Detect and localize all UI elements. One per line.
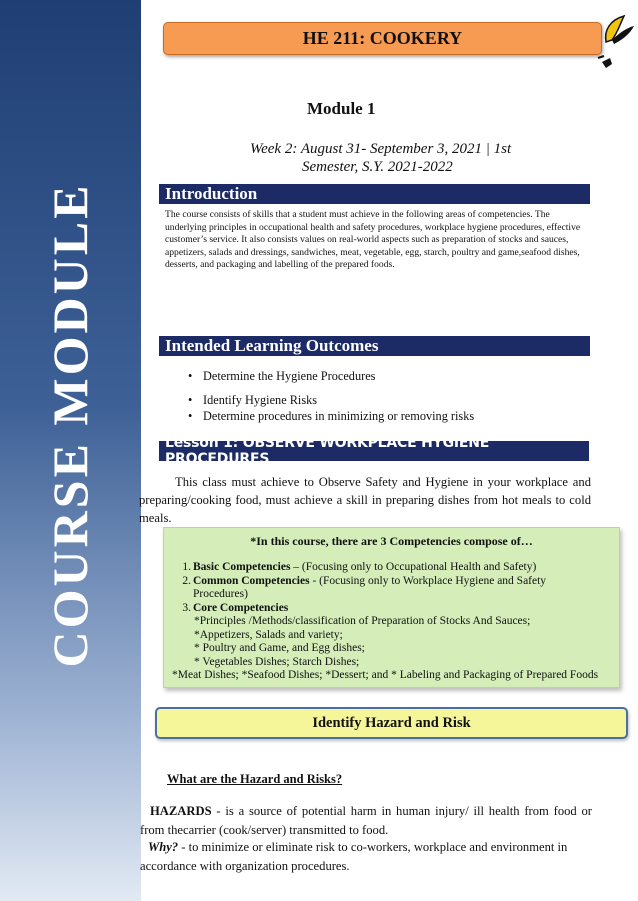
basic-label: Basic Competencies [193, 561, 291, 573]
why-label: Why? [148, 840, 179, 854]
hazard-question: What are the Hazard and Risks? [167, 772, 343, 786]
introduction-heading-text: Introduction [165, 184, 258, 203]
quill-logo-icon [596, 12, 636, 76]
week-line-1: Week 2: August 31- September 3, 2021 | 1st [250, 141, 512, 157]
hazards-label: HAZARDS [150, 804, 212, 818]
lesson-heading [159, 435, 589, 467]
sidebar-label: COURSE MODULE [42, 182, 98, 668]
introduction-heading [159, 184, 590, 204]
why-text: - to minimize or eliminate risk to co-workers, workplace and environment in accordance with organization procedures. [140, 840, 568, 873]
basic-desc: – (Focusing only to Occupational Health and Safety) [290, 561, 537, 573]
core-line: *Principles /Methods/classification of Preparation of Stocks And Sauces; [194, 615, 531, 627]
core-label: Core Competencies [193, 601, 289, 614]
list-item: 2. Common Competencies - (Focusing only to Workplace Hygiene and Safety [182, 574, 547, 587]
competencies-list [172, 561, 599, 683]
common-label: Common Competencies [193, 574, 310, 587]
module-title: Module 1 [307, 99, 376, 118]
competencies-heading: *In this course, there are 3 Competencies compose of… [250, 534, 533, 548]
list-item: • Determine procedures in minimizing or removing risks [188, 409, 474, 424]
hazards-paragraph [140, 802, 592, 839]
list-item: • Identify Hygiene Risks [188, 393, 474, 408]
core-line: *Appetizers, Salads and variety; [194, 628, 343, 641]
lesson-body [139, 473, 591, 527]
common-desc: - (Focusing only to Workplace Hygiene and Safety [309, 574, 547, 587]
hazards-text: - is a source of potential harm in human injury/ ill health from food or from thecarrier (cook/server) transmitted to food. [140, 804, 592, 837]
ilo-heading-text: Intended Learning Outcomes [165, 336, 379, 355]
ilo-heading [159, 336, 590, 356]
core-line: * Vegetables Dishes; Starch Dishes; [194, 655, 360, 668]
introduction-body: The course consists of skills that a student must achieve in the following areas of competencies. The underlying principles in occupational health and safety procedures, workplace hygiene procedures, effective customer’s service. It also consists values on real-world aspects such as preparation of stocks and sauces, appetizers, salads and dressings, sandwiches, meat, vegetable, egg, starch, poultry and game,seafood dishes, desserts, and packaging and labelling of the prepared foods. [165, 209, 581, 271]
sidebar [0, 0, 141, 901]
week-line-2: Semester, S.Y. 2021-2022 [302, 159, 453, 175]
list-item: 1. Basic Competencies – (Focusing only to Occupational Health and Safety) [182, 561, 537, 573]
lesson-body-text: This class must achieve to Observe Safety and Hygiene in your workplace and preparing/cooking food, must achieve a skill in preparing dishes from hot meals to cold meals. [139, 475, 591, 525]
hazard-banner [155, 707, 628, 739]
ilo-list [188, 369, 474, 424]
core-line: * Poultry and Game, and Egg dishes; [194, 642, 365, 654]
list-item: • Determine the Hygiene Procedures [188, 369, 474, 384]
course-title-banner [163, 22, 602, 55]
lesson-heading-text: Lesson 1: OBSERVE WORKPLACE HYGIENE PROCEDURES [165, 435, 490, 467]
core-line-last: *Meat Dishes; *Seafood Dishes; *Dessert; and * Labeling and Packaging of Prepared Foods [172, 669, 599, 681]
course-title: HE 211: COOKERY [302, 28, 463, 48]
competencies-box [163, 527, 620, 688]
why-paragraph [140, 838, 592, 875]
hazard-banner-text: Identify Hazard and Risk [312, 714, 471, 731]
common-desc-cont: Procedures) [193, 588, 248, 600]
list-item: 3. Core Competencies [182, 601, 289, 614]
